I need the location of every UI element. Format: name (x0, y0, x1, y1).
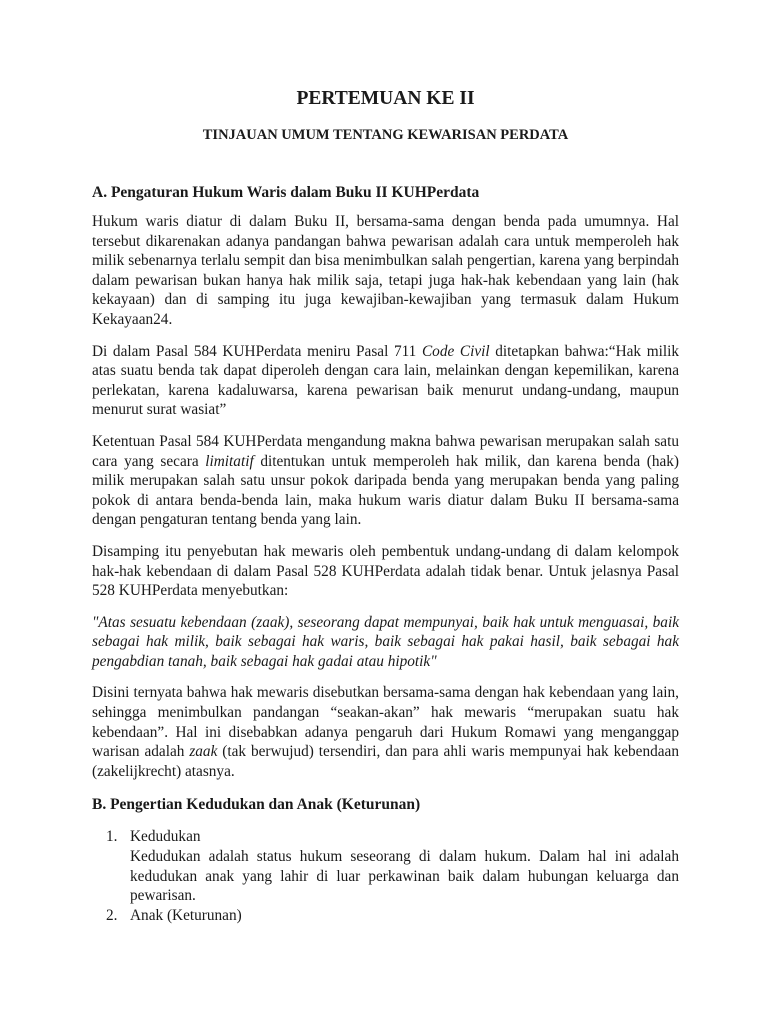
text: Ketentuan Pasal 584 KUHPerdata mengandung makna bahwa pewarisan merupakan salah satu cara yang secara (92, 432, 679, 470)
text: ditentukan untuk memperoleh hak milik, dan karena benda (hak) milik merupakan salah satu unsur pokok daripada benda yang merupakan benda yang paling pokok di antara benda-benda lain, maka hukum waris diatur dalam Buku II bersama-sama dengan pengaturan tentang benda yang lain. (92, 452, 680, 529)
text: Di dalam Pasal 584 KUHPerdata meniru Pasal 711 (92, 342, 422, 360)
italic-term: limitatif (205, 452, 254, 470)
document-title: PERTEMUAN KE II (296, 88, 475, 109)
paragraph-4: Disamping itu penyebutan hak mewaris oleh pembentuk undang-undang di dalam kelompok hak-hak kebendaan di dalam Pasal 528 KUHPerdata adalah tidak benar. Untuk jelasnya Pasal 528 KUHPerdata menyebutkan: (92, 542, 679, 600)
text: (tak berwujud) tersendiri, dan para ahli waris mempunyai hak kebendaan (zakelijkrecht) atasnya. (92, 743, 679, 780)
list-item-text: Kedudukan adalah status hukum seseorang di dalam hukum. Dalam hal ini adalah kedudukan anak yang lahir di luar perkawinan baik dalam hubungan keluarga dan pewarisan. (130, 848, 679, 905)
paragraph-1: Hukum waris diatur di dalam Buku II, bersama-sama dengan benda pada umumnya. Hal tersebut dikarenakan adanya pandangan bahwa pewarisan adalah cara untuk memperoleh hak milik sebenarnya terlalu sempit dan bisa menimbulkan salah pengertian, karena yang berpindah dalam pewarisan bukan hanya hak milik saja, tetapi juga hak-hak kebendaan yang lain (hak kekayaan) dan di samping itu juga kewajiban-kewajiban yang termasuk dalam Hukum Kekayaan24. (92, 213, 679, 328)
paragraph-5 (92, 683, 679, 781)
paragraph-2 (92, 342, 679, 420)
list-item-title: Anak (Keturunan) (130, 906, 242, 924)
list-item (92, 827, 679, 905)
list-item-title: Kedudukan (130, 828, 201, 846)
quote-pasal-528: "Atas sesuatu kebendaan (zaak), seseorang dapat mempunyai, baik hak untuk menguasai, baik sebagai hak milik, baik sebagai hak waris, baik sebagai hak pakai hasil, baik sebagai hak pengabdian tanah, baik sebagai hak gadai atau hipotik" (92, 613, 679, 670)
list-number: 1. (106, 828, 118, 846)
section-b-heading: B. Pengertian Kedudukan dan Anak (Keturunan) (92, 796, 421, 814)
numbered-list (92, 827, 679, 925)
paragraph-3 (92, 432, 679, 530)
document-page (92, 86, 679, 925)
italic-term: Code Civil (421, 342, 490, 360)
italic-term: zaak (189, 743, 218, 761)
section-a-heading: A. Pengaturan Hukum Waris dalam Buku II KUHPerdata (92, 184, 480, 201)
document-subtitle: TINJAUAN UMUM TENTANG KEWARISAN PERDATA (202, 127, 569, 143)
text: ditetapkan bahwa:“Hak milik atas suatu benda tak dapat diperoleh dengan cara lain, melainkan dengan kepemilikan, karena perlekatan, karena kadaluwarsa, karena pewarisan baik menurut undang-undang, maupun menurut surat wasiat” (92, 342, 679, 419)
list-item (92, 906, 679, 926)
list-number: 2. (106, 906, 118, 924)
text: Disini ternyata bahwa hak mewaris disebutkan bersama-sama dengan hak kebendaan yang lain, sehingga menimbulkan pandangan “seakan-akan” hak mewaris “merupakan suatu hak kebendaan”. Hal ini disebabkan adanya pengaruh dari Hukum Romawi yang menganggap warisan adalah (92, 684, 679, 761)
